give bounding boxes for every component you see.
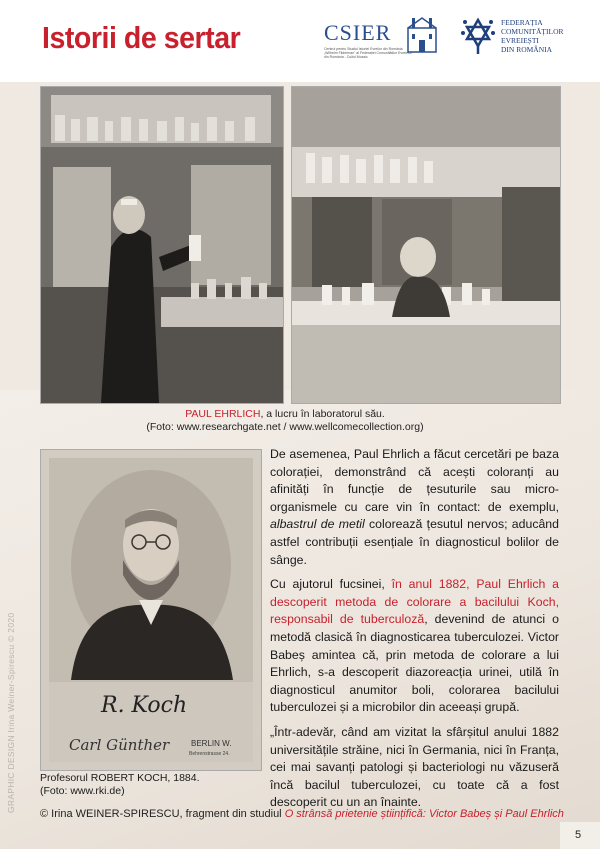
caption-text: , a lucru în laboratorul său. (260, 408, 385, 420)
csier-subtext: Centrul pentru Studiul Istoriei Evreilor din România „Wilhelm Filderman” al Federației Comunităților Evreiești din România - Cultul Mozaic (324, 47, 412, 59)
federation-name: FEDERAȚIA COMUNITĂȚILOR EVREIEȘTI DIN ROMÂNIA (501, 18, 564, 54)
caption-source: (Foto: www.researchgate.net / www.wellcomecollection.org) (146, 421, 424, 433)
koch-studio: Carl Günther (69, 736, 170, 754)
koch-caption-line2: (Foto: www.rki.de) (40, 785, 125, 797)
federation-logo (460, 14, 590, 62)
synagogue-icon (404, 14, 440, 54)
footer-credit (40, 808, 564, 820)
photo-caption (120, 408, 450, 434)
koch-caption-line1: Profesorul ROBERT KOCH, 1884. (40, 772, 200, 784)
csier-logo (324, 14, 442, 60)
footer-prefix: © Irina WEINER-SPIRESCU, fragment din studiul (40, 808, 285, 820)
photo-ehrlich-lab-seated (291, 86, 561, 404)
footer-study-title: O strânsă prietenie științifică: Victor Babeș și Paul Ehrlich (284, 808, 564, 820)
caption-name: PAUL EHRLICH (185, 408, 261, 420)
koch-address: Behrenstrasse 24. (189, 751, 230, 757)
koch-signature: R. Koch (101, 693, 188, 718)
koch-city: BERLIN W. (191, 739, 232, 748)
paragraph-3: „Într-adevăr, când am vizitat la sfârșitul anului 1882 universitățile străine, nici în Germania, nici în Franța, cei mai savanți patologi și bacteriologi nu văzuseră încă bacilul tuberculozei, cu toate că a fost descoperit cu un an înainte. (270, 724, 559, 810)
csier-logo-text: CSIER (324, 20, 392, 45)
photo-ehrlich-lab-standing (40, 86, 284, 404)
page-number: 5 (575, 829, 582, 841)
article-body (270, 446, 559, 819)
star-of-david-tree-icon (460, 16, 496, 56)
photo-robert-koch (40, 449, 262, 771)
highlight-discovery: în anul 1882, Paul Ehrlich a descoperit metoda de colorare a bacilului Koch, responsabil de tuberculoză (270, 577, 559, 627)
koch-caption (40, 772, 280, 798)
page-header (0, 0, 600, 82)
methyl-blue-term: albastrul de metil (270, 517, 365, 532)
page-title: Istorii de sertar (42, 20, 241, 55)
design-credit: GRAPHIC DESIGN Irina Weiner-Spirescu © 2020 (6, 612, 16, 813)
paragraph-1: De asemenea, Paul Ehrlich a făcut cercetări pe baza colorației, demonstrând că acești coloranți au afinități în funcție de țesuturile sau micro-organismele cu care vin în contact: de exemplu, albastrul de metil colorează țesutul nervos; aducând astfel contribuții esențiale în diagnosticul bolilor de sânge. (270, 447, 559, 567)
paragraph-2: Cu ajutorul fucsinei, în anul 1882, Paul Ehrlich a descoperit metoda de colorare a bacilului Koch, responsabil de tuberculoză, devenind de atunci o metodă clasică în diagnosticarea tuberculozei. Victor Babeș amintea că, prin metoda de colorare a lui Ehrlich, s-a descoperit diazoreacția urinei, utilă în diagnosticul anumitor boli, colorarea bacilului tuberculozei și a microbilor din aceeași grupă. (270, 577, 560, 715)
